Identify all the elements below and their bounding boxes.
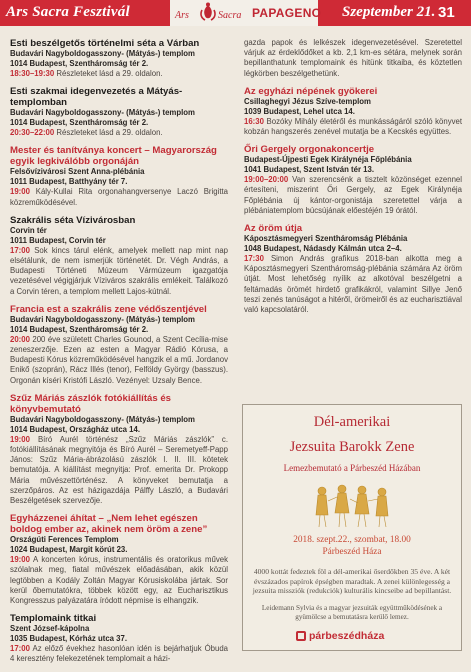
event-description xyxy=(244,254,462,315)
event-description xyxy=(10,246,228,297)
event-title: Szűz Máriás zászlók fotókiállítás és könyvbemutató xyxy=(10,392,172,415)
ad-subtitle: Lemezbemutató a Párbeszéd Házában xyxy=(283,463,421,473)
parbeszed-haza-logo xyxy=(296,630,384,642)
concert-advertisement xyxy=(242,404,462,651)
event-title: Francia est a szakrális zene védőszentjével xyxy=(10,303,207,315)
event-text: Van szerencsénk a tisztelt közönséget ezennel értesíteni, miszerint Őri Gergely, az Egek Királynéja Főplébánia új kántor-orgonistája szeretettel várja a plébániatemplom búcsújának előestéjén 19 órától. xyxy=(244,175,462,215)
event-entry xyxy=(244,86,462,137)
logo-text-papageno: PAPAGENO xyxy=(252,6,322,20)
event-title: Őri Gergely orgonakoncertje xyxy=(244,144,375,156)
logo-text-ars: Ars xyxy=(175,10,189,21)
event-entry xyxy=(10,145,228,207)
event-time: 17:00 xyxy=(10,644,30,654)
event-description xyxy=(10,555,228,606)
ad-description: 4000 kottát fedeztek föl a dél-amerikai őserdőkben 35 éve. A két évszázados papírok épségben maradtak. A zenei különlegesség a jezsuita missziók (redukciók) kulturális kincseibe ad bepillantást. xyxy=(252,567,452,596)
logo-square-icon xyxy=(296,631,306,641)
event-entry xyxy=(244,144,462,216)
festival-name: Ars Sacra Fesztivál xyxy=(6,4,130,20)
event-entry xyxy=(10,86,228,138)
event-text: Simon András grafikus 2018-ban alkotta meg a Káposztásmegyeri Szentháromság-plébánia számára Az öröm útját. Most lehetőség nyílik az alkotóval beszélgetni a feltámadás örömét hirdető grafikákról, valamint Sillye Jenő teszi zenés tanúságot a hitéről, örömeiről és az eucharisztiával való kapcsolatáról. xyxy=(244,254,462,315)
event-title: Mester és tanítványa koncert – Magyarország egyik legkiválóbb orgonáján xyxy=(10,145,217,168)
event-text: Részleteket lásd a 29. oldalon. xyxy=(54,128,163,138)
event-entry xyxy=(244,38,462,79)
event-time: 16:30 xyxy=(244,116,264,126)
logo-text-sacra: Sacra xyxy=(218,10,242,21)
event-address: 1014 Budapest, Szentháromság tér 2. xyxy=(10,118,149,128)
event-address: 1048 Budapest, Nádasdy Kálmán utca 2–4. xyxy=(244,244,402,254)
event-time: 17:00 xyxy=(10,245,30,255)
event-address: 1014 Budapest, Szentháromság tér 2. xyxy=(10,59,149,68)
event-description xyxy=(10,644,228,664)
event-venue: Budavári Nagyboldogasszony- (Mátyás-) templom xyxy=(10,414,195,424)
event-venue: Budavári Nagyboldogasszony- (Mátyás-) templom xyxy=(10,49,195,58)
ad-title-line-2: Jezsuita Barokk Zene xyxy=(289,439,415,455)
event-title: Esti beszélgetős történelmi séta a Várban xyxy=(10,38,200,49)
event-venue: Budapest-Újpesti Egek Királynéja Főplébánia xyxy=(244,155,412,165)
event-address: 1035 Budapest, Kórház utca 37. xyxy=(10,634,127,644)
event-address: 1041 Budapest, Szent István tér 13. xyxy=(244,165,375,175)
event-address: 1014 Budapest, Országház utca 14. xyxy=(10,424,141,434)
event-entry xyxy=(10,613,228,664)
event-entry xyxy=(10,393,228,506)
event-venue: Felsővízivárosi Szent Anna-plébánia xyxy=(10,167,145,177)
logo-text: párbeszédháza xyxy=(309,630,385,642)
event-time: 20:00 xyxy=(10,334,30,344)
musicians-illustration-icon xyxy=(308,479,396,531)
event-title: Esti szakmai idegenvezetés a Mátyás-templomban xyxy=(10,86,183,109)
ad-credit: Leidemann Sylvia és a magyar jezsuiták együttműködésének a gyümölcse a bemutatásra kerülő lemez. xyxy=(261,603,443,621)
event-text: Az előző évekhez hasonlóan idén is bejárhatjuk Óbuda 4 keresztény felekezetének templomait a házi- xyxy=(10,644,228,664)
event-entry xyxy=(10,38,228,79)
event-description xyxy=(10,187,228,207)
event-venue: Szent József-kápolna xyxy=(10,624,90,634)
ad-date: 2018. szept.22., szombat, 18.00 xyxy=(293,535,411,545)
event-address: 1014 Budapest, Szentháromság tér 2. xyxy=(10,324,149,334)
event-venue: Budavári Nagyboldogasszony- (Mátyás-) templom xyxy=(10,108,195,118)
page-number: 31 xyxy=(438,4,455,21)
event-time: 20:30–22:00 xyxy=(10,128,55,138)
event-text: 200 éve született Charles Gounod, a Szent Cecília-mise zeneszerzője. Ezen az esten a Magyar Rádió Kórusa, a Budapesti Kórus közreműködésével hangzik el a mű. Jordanov Enikő (szoprán), Rácz Illés (tenor), Felföldy György (basszus). Orgonán kíséri Kristófi László. Vezényel: Uzsaly Bence. xyxy=(10,334,228,385)
left-column xyxy=(10,38,228,672)
event-time: 19:00–20:00 xyxy=(244,175,289,185)
event-address: 1024 Budapest, Margit körút 23. xyxy=(10,545,128,555)
event-venue: Káposztásmegyeri Szentháromság Plébánia xyxy=(244,234,408,244)
event-description xyxy=(10,69,228,79)
event-venue: Országúti Ferences Templom xyxy=(10,535,119,545)
event-description xyxy=(10,335,228,386)
event-title: Egyházzenei áhítat – „Nem lehet egészen boldog ember az, akinek nem öröm a zene” xyxy=(10,513,208,536)
event-time: 19:00 xyxy=(10,187,30,197)
event-address: 1011 Budapest, Corvin tér xyxy=(10,235,106,245)
event-time: 18:30–19:30 xyxy=(10,69,55,78)
event-text: Bozóky Mihály életéről és munkásságáról szóló könyvet kobzán hangszerés zenével mutatja be a Kecskés együttes. xyxy=(244,116,462,137)
event-time: 17:30 xyxy=(244,254,264,264)
right-column xyxy=(244,38,462,322)
event-text: A koncerten kórus, instrumentális és oratorikus művek szólalnak meg, fiatal művészek előadásában, akik közül legtöbben a Kodály Zoltán Magyar Kórusiskolába jártak. Sor kerül őbemutatókra, többek között egy, az Eucharisztikus Kongresszus palyázatára íródott népmise is elhangzik. xyxy=(10,555,228,606)
event-text: Részleteket lásd a 29. oldalon. xyxy=(54,69,163,78)
event-time: 19:00 xyxy=(10,434,30,444)
event-text: Kály-Kullai Rita orgonahangversenye Laczó Brigitta közreműködésével. xyxy=(10,187,228,207)
event-description xyxy=(10,128,228,138)
event-venue: Csillaghegyi Jézus Szíve-templom xyxy=(244,96,371,106)
event-title: Az öröm útja xyxy=(244,223,303,235)
event-venue: Corvin tér xyxy=(10,225,47,235)
event-entry xyxy=(10,215,228,297)
event-description xyxy=(10,435,228,506)
event-description xyxy=(244,175,462,216)
ad-venue: Párbeszéd Háza xyxy=(322,547,382,557)
event-title: Szakrális séta Vízivárosban xyxy=(10,214,136,226)
event-entry xyxy=(10,513,228,606)
event-entry xyxy=(10,304,228,386)
event-address: 1039 Budapest, Lehel utca 14. xyxy=(244,106,355,116)
header-date: Szeptember 21. xyxy=(342,4,436,20)
event-time: 19:00 xyxy=(10,555,30,565)
angel-logo-icon xyxy=(199,2,217,24)
event-description xyxy=(244,38,462,79)
event-text: gazda papok és lelkészek idegenvezetésével. Szeretettel várjuk az érdeklődőket a kb. 2,1 km-es sétára, melynek során bepillanthatunk templomaink és hitünk titkaiba, és köztetlen légkörben beszélgethetünk. xyxy=(244,38,462,78)
event-text: Sok kincs tárul elénk, amelyek mellett nap mint nap elsétálunk, de nem ismerjük történetét. Dr. Végh András, a Budapesti Történeti Múzeum Vármúzeum igazgatója vezetésével végigjárjuk Víziváros szakrális emlékeit. Találkozó a Corvin téren, a templom mellett Lajos-kútnál. xyxy=(10,245,228,296)
event-description xyxy=(244,117,462,137)
event-title: Az egyházi népének gyökerei xyxy=(244,85,378,97)
event-text: Bíró Aurél történész „Szűz Máriás zászlók” c. fotókiállításának megnyitója és Bíró Aurél – Seremetyeff-Papp János: Szűz Mária-ábrázolású zászlók I. II. III. kötetek bemutatója. A kiállítást megnyitja: Prof. emerita Dr. Prokopp Mária művészettörténész. A könyveket bemutatja a szerzőpáros. Az est házigazdája Pálffy László, a Budavári Beszélgetések szervezője. xyxy=(10,434,228,506)
event-address: 1011 Budapest, Batthyány tér 7. xyxy=(10,177,128,187)
event-title: Templomaink titkai xyxy=(10,613,97,625)
event-entry xyxy=(244,223,462,315)
ad-title-line-1: Dél-amerikai xyxy=(313,414,391,430)
event-venue: Budavári Nagyboldogasszony- (Mátyás-) templom xyxy=(10,314,195,324)
